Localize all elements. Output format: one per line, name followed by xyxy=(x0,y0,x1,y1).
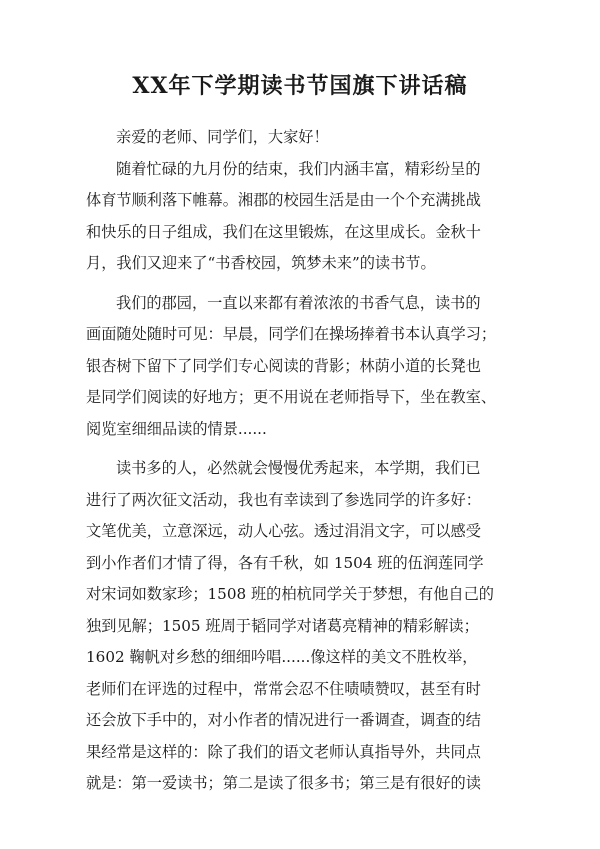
paragraph-2 xyxy=(86,288,514,446)
paragraph-line: 独到见解；1505 班周于韬同学对诸葛亮精神的精彩解读； xyxy=(86,616,479,635)
paragraph-line: 月，我们又迎来了“书香校园，筑梦未来”的读书节。 xyxy=(86,254,436,272)
paragraph-gap xyxy=(86,445,514,453)
paragraph-line: 是同学们阅读的好地方；更不用说在老师指导下，坐在教室、 xyxy=(86,388,497,406)
paragraph-3 xyxy=(86,453,514,800)
paragraph-line: 1602 鞠帆对乡愁的细细吟唱......像这样的美文不胜枚举， xyxy=(86,648,478,666)
paragraph-line: 文笔优美，立意深远，动人心弦。透过涓涓文字，可以感受 xyxy=(86,522,481,540)
paragraph-gap xyxy=(86,280,514,288)
paragraph-line: 还会放下手中的，对小作者的情况进行一番调查，调查的结 xyxy=(86,711,481,729)
paragraph-line: 画面随处随时可见：早晨，同学们在操场捧着书本认真学习； xyxy=(86,325,497,343)
paragraph-line: 对宋词如数家珍；1508 班的柏杭同学关于梦想，有他自己的 xyxy=(86,585,494,603)
paragraph-line: 到小作者们才情了得，各有千秋，如 1504 班的伍润莲同学 xyxy=(86,553,484,572)
paragraph-line: 就是：第一爱读书；第二是读了很多书；第三是有很好的读 xyxy=(86,774,481,792)
paragraph-line: 进行了两次征文活动，我也有幸读到了参选同学的许多好： xyxy=(86,490,481,509)
paragraph-1 xyxy=(86,154,514,280)
paragraph-line: 读书多的人，必然就会慢慢优秀起来，本学期，我们已 xyxy=(116,459,481,477)
paragraph-line: 我们的郡园，一直以来都有着浓浓的书香气息，读书的 xyxy=(116,293,481,312)
greeting-line: 亲爱的老师、同学们，大家好！ xyxy=(116,128,329,146)
greeting-paragraph xyxy=(86,122,514,154)
paragraph-line: 和快乐的日子组成，我们在这里锻炼，在这里成长。金秋十 xyxy=(86,222,481,241)
paragraph-line: 随着忙碌的九月份的结束，我们内涵丰富，精彩纷呈的 xyxy=(116,159,481,178)
paragraph-line: 阅览室细细品读的情景...... xyxy=(86,419,267,438)
paragraph-line: 银杏树下留下了同学们专心阅读的背影；林荫小道的长凳也 xyxy=(86,356,481,375)
paragraph-line: 体育节顺利落下帷幕。湘郡的校园生活是由一个个充满挑战 xyxy=(86,191,481,209)
document-title: XX年下学期读书节国旗下讲话稿 xyxy=(132,73,468,99)
paragraph-line: 果经常是这样的：除了我们的语文老师认真指导外，共同点 xyxy=(86,742,481,761)
paragraph-line: 老师们在评选的过程中，常常会忍不住啧啧赞叹，甚至有时 xyxy=(86,679,481,698)
